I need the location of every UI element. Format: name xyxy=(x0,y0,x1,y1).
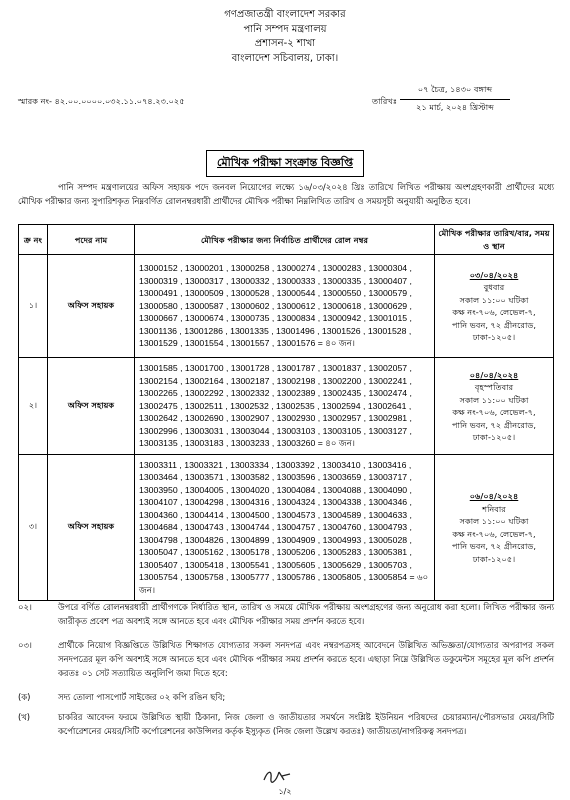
memo-date xyxy=(372,84,510,115)
schedule-date: ০৪/০৪/২০২৪ xyxy=(469,369,519,380)
schedule-room: কক্ষ নং-৭০৬, লেভেল-৭, xyxy=(452,407,536,417)
col-header-rolls: মৌখিক পরীক্ষার জন্য নির্বাচিত প্রার্থীদের রোল নম্বর xyxy=(135,225,435,255)
col-header-post: পদের নাম xyxy=(48,225,135,255)
schedule-day: বুধবার xyxy=(483,282,505,292)
notice-title-wrap xyxy=(0,150,570,177)
schedule-place: পানি ভবন, ৭২ গ্রীনরোড, xyxy=(452,541,536,551)
col-header-sl: ক্র নং xyxy=(19,225,48,255)
schedule-city: ঢাকা-১২০৫। xyxy=(472,332,516,342)
table-row xyxy=(19,455,554,601)
table-header-row xyxy=(19,225,554,255)
letterhead xyxy=(0,8,570,66)
row-rolls: 13001585 , 13001700 , 13001728 , 13001787 , 13001837 , 13002057 , 13002154 , 13002164 , 13002187 , 13002198 , 13002200 , 13002241 , 13002265 , 13002292 , 13002332 , 13002389 , 13002435 , 13002474 , 13002475 , 13002511 , 13002532 , 13002535 , 13002594 , 13002641 , 13002642 , 13002690 , 13002907 , 13002930 , 13002957 , 13002981 , 13002996 , 13003031 , 13003044 , 13003103 , 13003105 , 13003127 , 13003135 , 13003183 , 13003233 , 13003260 = ৪০ জন। xyxy=(135,358,435,455)
note-number: ০২। xyxy=(18,602,32,612)
date-english: ২১ মার্চ, ২০২৪ খ্রিস্টাব্দ xyxy=(416,102,494,112)
intro-paragraph: পানি সম্পদ মন্ত্রণালয়ের অফিস সহায়ক পদে জনবল নিয়োগের লক্ষ্যে ১৬/০৩/২০২৪ খ্রিঃ তারিখে লিখিত পরীক্ষায় অংশগ্রহণকারী প্রার্থীদের মধ্যে মৌখিক পরীক্ষার জন্য সুপারিশকৃত নিম্নবর্ণিত রোলনম্বরধারী প্রার্থীদের মৌখিক পরীক্ষা নিম্নলিখিত তারিখ ও সময়সূচী অনুযায়ী অনুষ্ঠিত হবে। xyxy=(18,182,554,206)
memo-ref-number: স্মারক নং- ৪২.০০.০০০০.০৩২.১১.০৭৪.২৩.০২৫ xyxy=(18,96,185,106)
date-label: তারিখঃ xyxy=(372,96,398,106)
row-schedule xyxy=(435,455,554,601)
section-name: প্রশাসন-২ শাখা xyxy=(254,38,316,49)
row-post: অফিস সহায়ক xyxy=(48,255,135,358)
schedule-place: পানি ভবন, ৭২ গ্রীনরোড, xyxy=(452,319,536,330)
row-post: অফিস সহায়ক xyxy=(48,455,135,601)
col-header-schedule: মৌখিক পরীক্ষার তারিখ/বার, সময় ও স্থান xyxy=(435,225,554,255)
date-bangla: ০৭ চৈত্র, ১৪৩০ বঙ্গাব্দ xyxy=(400,84,510,100)
schedule-day: শনিবার xyxy=(482,503,506,514)
schedule-room: কক্ষ নং-৭০৬, লেভেল-৭, xyxy=(452,528,536,539)
note-number: (খ) xyxy=(18,712,31,722)
schedule-city: ঢাকা-১২০৫। xyxy=(472,432,516,442)
schedule-time: সকাল ১১:০০ ঘটিকা xyxy=(459,394,529,405)
table-row xyxy=(19,358,554,455)
note-text: উপরে বর্ণিত রোলনম্বরধারী প্রার্থীগণকে নির্ধারিত স্থান, তারিখ ও সময়ে মৌখিক পরীক্ষায় অংশগ্রহণের জন্য অনুরোধ করা হলো। লিখিত পরীক্ষার জন্য জারীকৃত প্রবেশ পত্র অবশ্যই সঙ্গে আনতে হবে এবং মৌখিক পরীক্ষার সময় প্রদর্শন করতে হবে। xyxy=(58,602,554,626)
schedule-date: ০৩/০৪/২০২৪ xyxy=(469,269,519,280)
row-schedule xyxy=(435,255,554,358)
note-text: প্রার্থীকে নিয়োগ বিজ্ঞপ্তিতে উল্লিখিত শিক্ষাগত যোগ্যতার সকল সনদপত্র এবং নম্বরপত্রসহ আবেদনে উল্লিখিত অভিজ্ঞতা/যোগ্যতার অপরাপর সকল সনদপত্রের মূল কপি অবশ্যই সঙ্গে আনতে হবে এবং মৌখিক পরীক্ষার সময় প্রদর্শন করতে হবে। এছাড়া নিম্নে উল্লিখিত ডকুমেন্টস সমূহের মূল কপি প্রদর্শন করতঃ ০১ সেট সত্যায়িত অনুলিপি জমা দিতে হবে: xyxy=(58,640,554,678)
row-schedule xyxy=(435,358,554,455)
note-number: ০৩। xyxy=(18,640,32,650)
page-number: ১/২ xyxy=(278,787,292,796)
schedule-city: ঢাকা-১২০৫। xyxy=(472,553,516,564)
schedule-time: সকাল ১১:০০ ঘটিকা xyxy=(459,294,529,305)
signature-initial xyxy=(262,768,292,788)
note-text: চাকরির আবেদন ফরমে উল্লিখিত স্থায়ী ঠিকানা, নিজ জেলা ও জাতীয়তার সমর্থনে সংশ্লিষ্ট ইউনিয়ন পরিষদের চেয়ারম্যান/পৌরসভার মেয়র/সিটি কর্পোরেশনের মেয়র/সিটি কর্পোরেশনের কাউন্সিলর কর্তৃক ইস্যুকৃত (নিজ জেলা উল্লেখ করতঃ) জাতীয়তা/নাগরিকত্ব সনদপত্র। xyxy=(58,712,554,736)
row-rolls: 13000152 , 13000201 , 13000258 , 13000274 , 13000283 , 13000304 , 13000319 , 13000317 , 13000332 , 13000333 , 13000335 , 13000407 , 13000491 , 13000509 , 13000528 , 13000544 , 13000550 , 13000579 , 13000580 , 13000587 , 13000602 , 13000612 , 13000618 , 13000629 , 13000667 , 13000674 , 13000735 , 13000834 , 13000942 , 13001015 , 13001136 , 13001286 , 13001335 , 13001496 , 13001526 , 13001528 , 13001529 , 13001554 , 13001557 , 13001576 = ৪০ জন। xyxy=(135,255,435,358)
schedule-room: কক্ষ নং-৭০৬, লেভেল-৭, xyxy=(452,307,536,317)
row-rolls: 13003311 , 13003321 , 13003334 , 13003392 , 13003410 , 13003416 , 13003464 , 13003571 , 13003582 , 13003596 , 13003659 , 13003717 , 13003950 , 13004005 , 13004020 , 13004084 , 13004088 , 13004090 , 13004107 , 13004298 , 13004316 , 13004324 , 13004338 , 13004346 , 13004360 , 13004414 , 13004500 , 13004573 , 13004589 , 13004633 , 13004684 , 13004743 , 13004744 , 13004757 , 13004760 , 13004793 , 13004798 , 13004826 , 13004899 , 13004909 , 13004993 , 13005028 , 13005047 , 13005162 , 13005178 , 13005206 , 13005283 , 13005381 , 13005407 , 13005418 , 13005541 , 13005605 , 13005629 , 13005703 , 13005754 , 13005758 , 13005777 , 13005786 , 13005805 , 13005854 = ৬০ জন। xyxy=(135,455,435,601)
schedule-day: বৃহস্পতিবার xyxy=(474,382,514,392)
schedule-place: পানি ভবন, ৭২ গ্রীনরোড, xyxy=(452,419,536,430)
row-sl: ৩। xyxy=(19,455,48,601)
note-number: (ক) xyxy=(18,692,31,702)
row-sl: ১। xyxy=(19,255,48,358)
table-row xyxy=(19,255,554,358)
notice-title: মৌখিক পরীক্ষা সংক্রান্ত বিজ্ঞপ্তি xyxy=(206,150,364,177)
note-text: সদ্য তোলা পাসপোর্ট সাইজের ০২ কপি রঙিন ছবি; xyxy=(58,692,226,702)
govt-name: গণপ্রজাতন্ত্রী বাংলাদেশ সরকার xyxy=(224,9,346,20)
schedule-date: ০৬/০৪/২০২৪ xyxy=(469,491,519,501)
schedule-time: সকাল ১১:০০ ঘটিকা xyxy=(459,516,529,526)
row-post: অফিস সহায়ক xyxy=(48,358,135,455)
office-address: বাংলাদেশ সচিবালয়, ঢাকা। xyxy=(231,52,339,64)
ministry-name: পানি সম্পদ মন্ত্রণালয় xyxy=(243,23,327,35)
viva-schedule-table xyxy=(18,224,554,601)
row-sl: ২। xyxy=(19,358,48,455)
